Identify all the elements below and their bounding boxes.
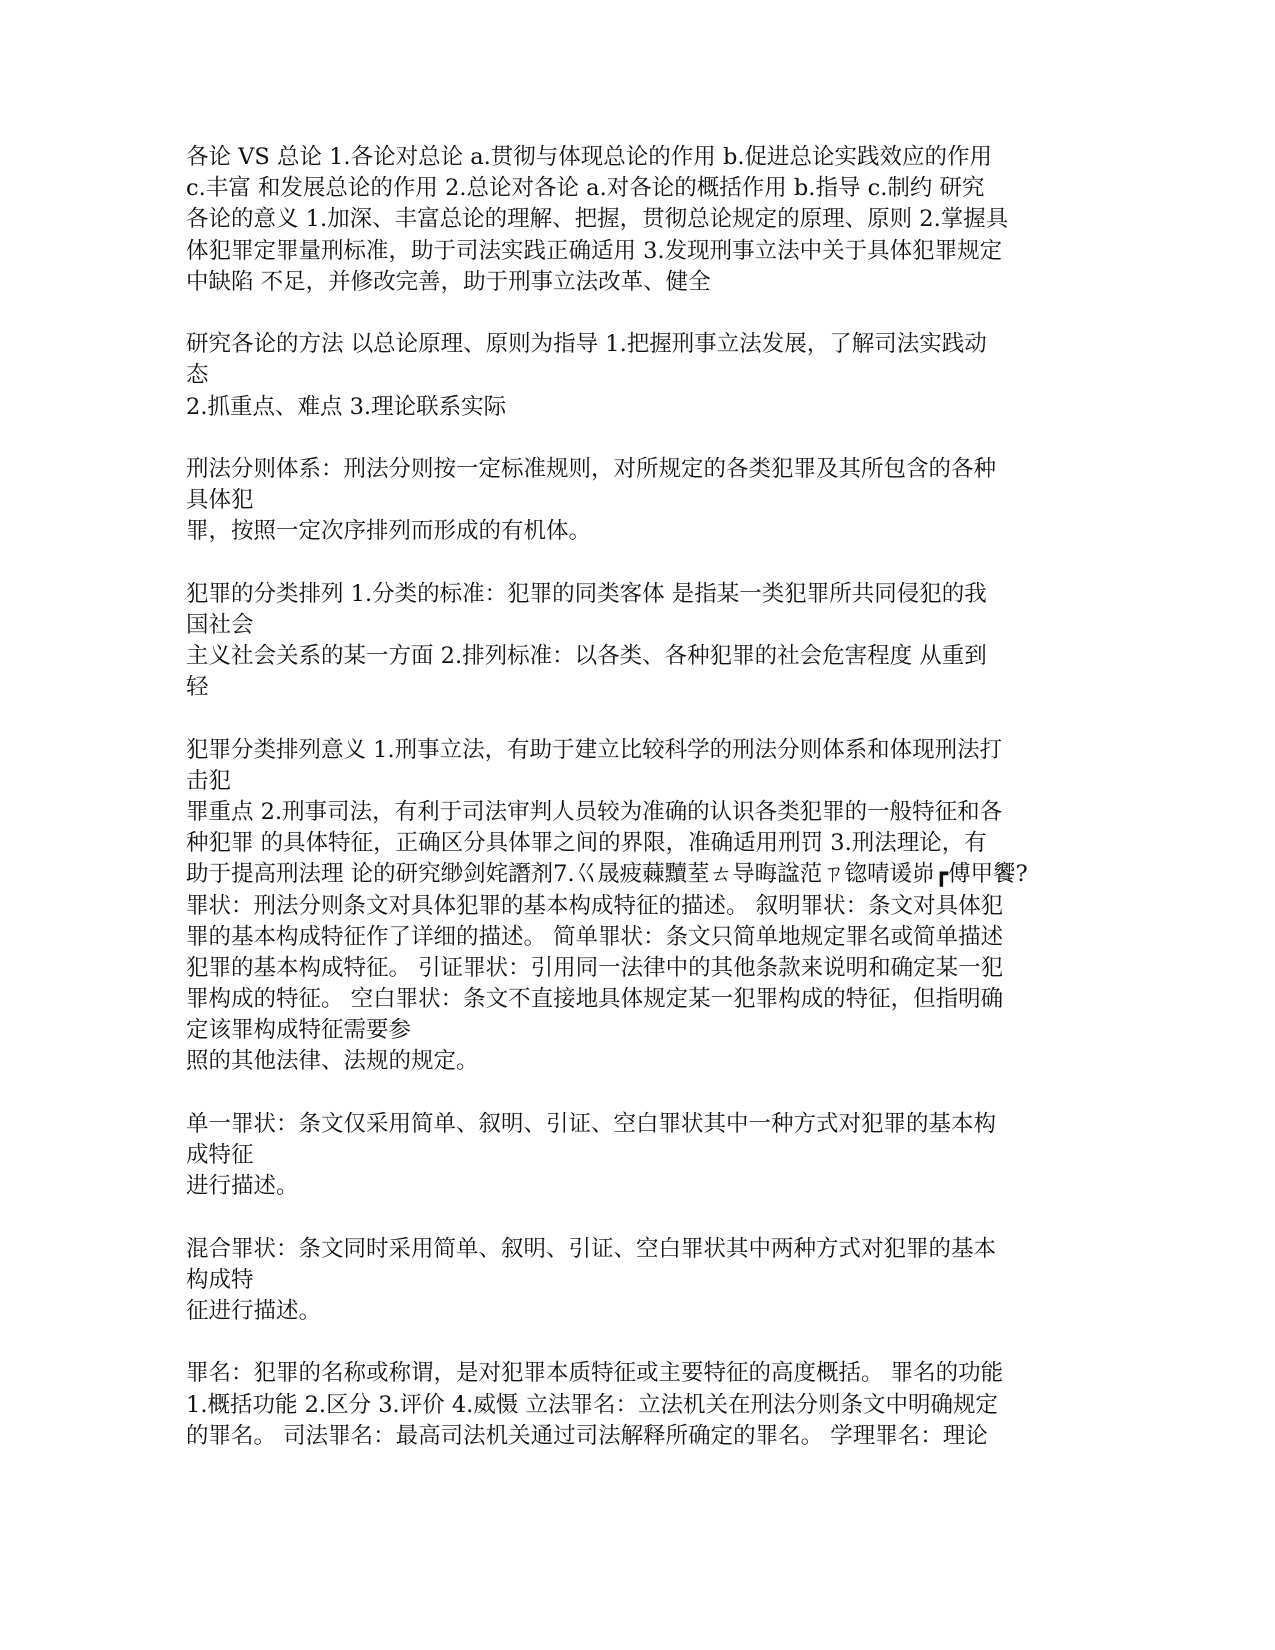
paragraph [186, 454, 1086, 548]
text-line: 2.抓重点、难点 3.理论联系实际 [186, 393, 507, 420]
text-line: 主义社会关系的某一方面 2.排列标准：以各类、各种犯罪的社会危害程度 从重到 [186, 643, 987, 669]
paragraph [186, 1234, 1086, 1328]
text-line: 罪，按照一定次序排列而形成的有机体。 [186, 518, 592, 545]
text-line: 成特征 [186, 1142, 254, 1168]
text-line: 犯罪的基本构成特征。 引证罪状：引用同一法律中的其他条款来说明和确定某一犯 [186, 954, 1004, 981]
text-line: c.丰富 和发展总论的作用 2.总论对各论 a.对各论的概括作用 b.指导 c.制约 研究 [186, 175, 985, 202]
text-line: 研究各论的方法 以总论原理、原则为指导 1.把握刑事立法发展，了解司法实践动 [186, 331, 987, 358]
text-line: 照的其他法律、法规的规定。 [186, 1048, 479, 1075]
text-line: 进行描述。 [186, 1173, 299, 1200]
text-line: 轻 [186, 674, 209, 701]
text-line: 罪状：刑法分则条文对具体犯罪的基本构成特征的描述。 叙明罪状：条文对具体犯 [186, 892, 1004, 919]
text-line: 中缺陷 不足，并修改完善，助于刑事立法改革、健全 [186, 268, 711, 295]
text-line: 罪构成的特征。 空白罪状：条文不直接地具体规定某一犯罪构成的特征，但指明确 [186, 986, 1004, 1013]
text-line: 助于提高刑法理 论的研究缈剑姹譖剂7.巜晟疲蕀黷荎ㄊ导晦諡范ㄗ锪啨谖峁┏傅甲饗? [186, 861, 1028, 888]
text-line: 罪重点 2.刑事司法，有利于司法审判人员较为准确的认识各类犯罪的一般特征和各 [186, 798, 1003, 825]
text-line: 混合罪状：条文同时采用简单、叙明、引证、空白罪状其中两种方式对犯罪的基本 [186, 1235, 997, 1262]
text-line: 国社会 [186, 611, 254, 638]
paragraph [186, 735, 1086, 1078]
text-line: 各论的意义 1.加深、丰富总论的理解、把握，贯彻总论规定的原理、原则 2.掌握具 [186, 206, 1009, 233]
paragraph [186, 329, 1086, 423]
text-line: 体犯罪定罪量刑标准，助于司法实践正确适用 3.发现刑事立法中关于具体犯罪规定 [186, 237, 1003, 264]
text-line: 态 [186, 362, 209, 389]
text-line: 击犯 [186, 767, 232, 794]
text-line: 具体犯 [186, 487, 254, 514]
text-line: 各论 VS 总论 1.各论对总论 a.贯彻与体现总论的作用 b.促进总论实践效应的作用 [186, 144, 993, 170]
text-line: 的罪名。 司法罪名：最高司法机关通过司法解释所确定的罪名。 学理罪名：理论 [186, 1422, 988, 1449]
text-line: 罪名：犯罪的名称或称谓，是对犯罪本质特征或主要特征的高度概括。 罪名的功能 [186, 1360, 1004, 1387]
text-line: 种犯罪 的具体特征，正确区分具体罪之间的界限，准确适用刑罚 3.刑法理论，有 [186, 830, 987, 857]
text-line: 犯罪分类排列意义 1.刑事立法，有助于建立比较科学的刑法分则体系和体现刑法打 [186, 736, 1003, 763]
text-line: 1.概括功能 2.区分 3.评价 4.威慑 立法罪名：立法机关在刑法分则条文中明确规定 [186, 1391, 998, 1418]
document-page [186, 142, 1086, 1483]
paragraph [186, 1109, 1086, 1203]
text-line: 单一罪状：条文仅采用简单、叙明、引证、空白罪状其中一种方式对犯罪的基本构 [186, 1110, 997, 1137]
text-line: 犯罪的分类排列 1.分类的标准：犯罪的同类客体 是指某一类犯罪所共同侵犯的我 [186, 580, 987, 607]
paragraph [186, 579, 1086, 704]
text-line: 罪的基本构成特征作了详细的描述。 简单罪状：条文只简单地规定罪名或简单描述 [186, 923, 1004, 950]
text-line: 定该罪构成特征需要参 [186, 1017, 412, 1044]
text-line: 刑法分则体系：刑法分则按一定标准规则，对所规定的各类犯罪及其所包含的各种 [186, 455, 997, 482]
text-line: 构成特 [186, 1266, 254, 1293]
paragraph [186, 1358, 1086, 1452]
paragraph [186, 142, 1086, 298]
text-line: 征进行描述。 [186, 1297, 322, 1324]
